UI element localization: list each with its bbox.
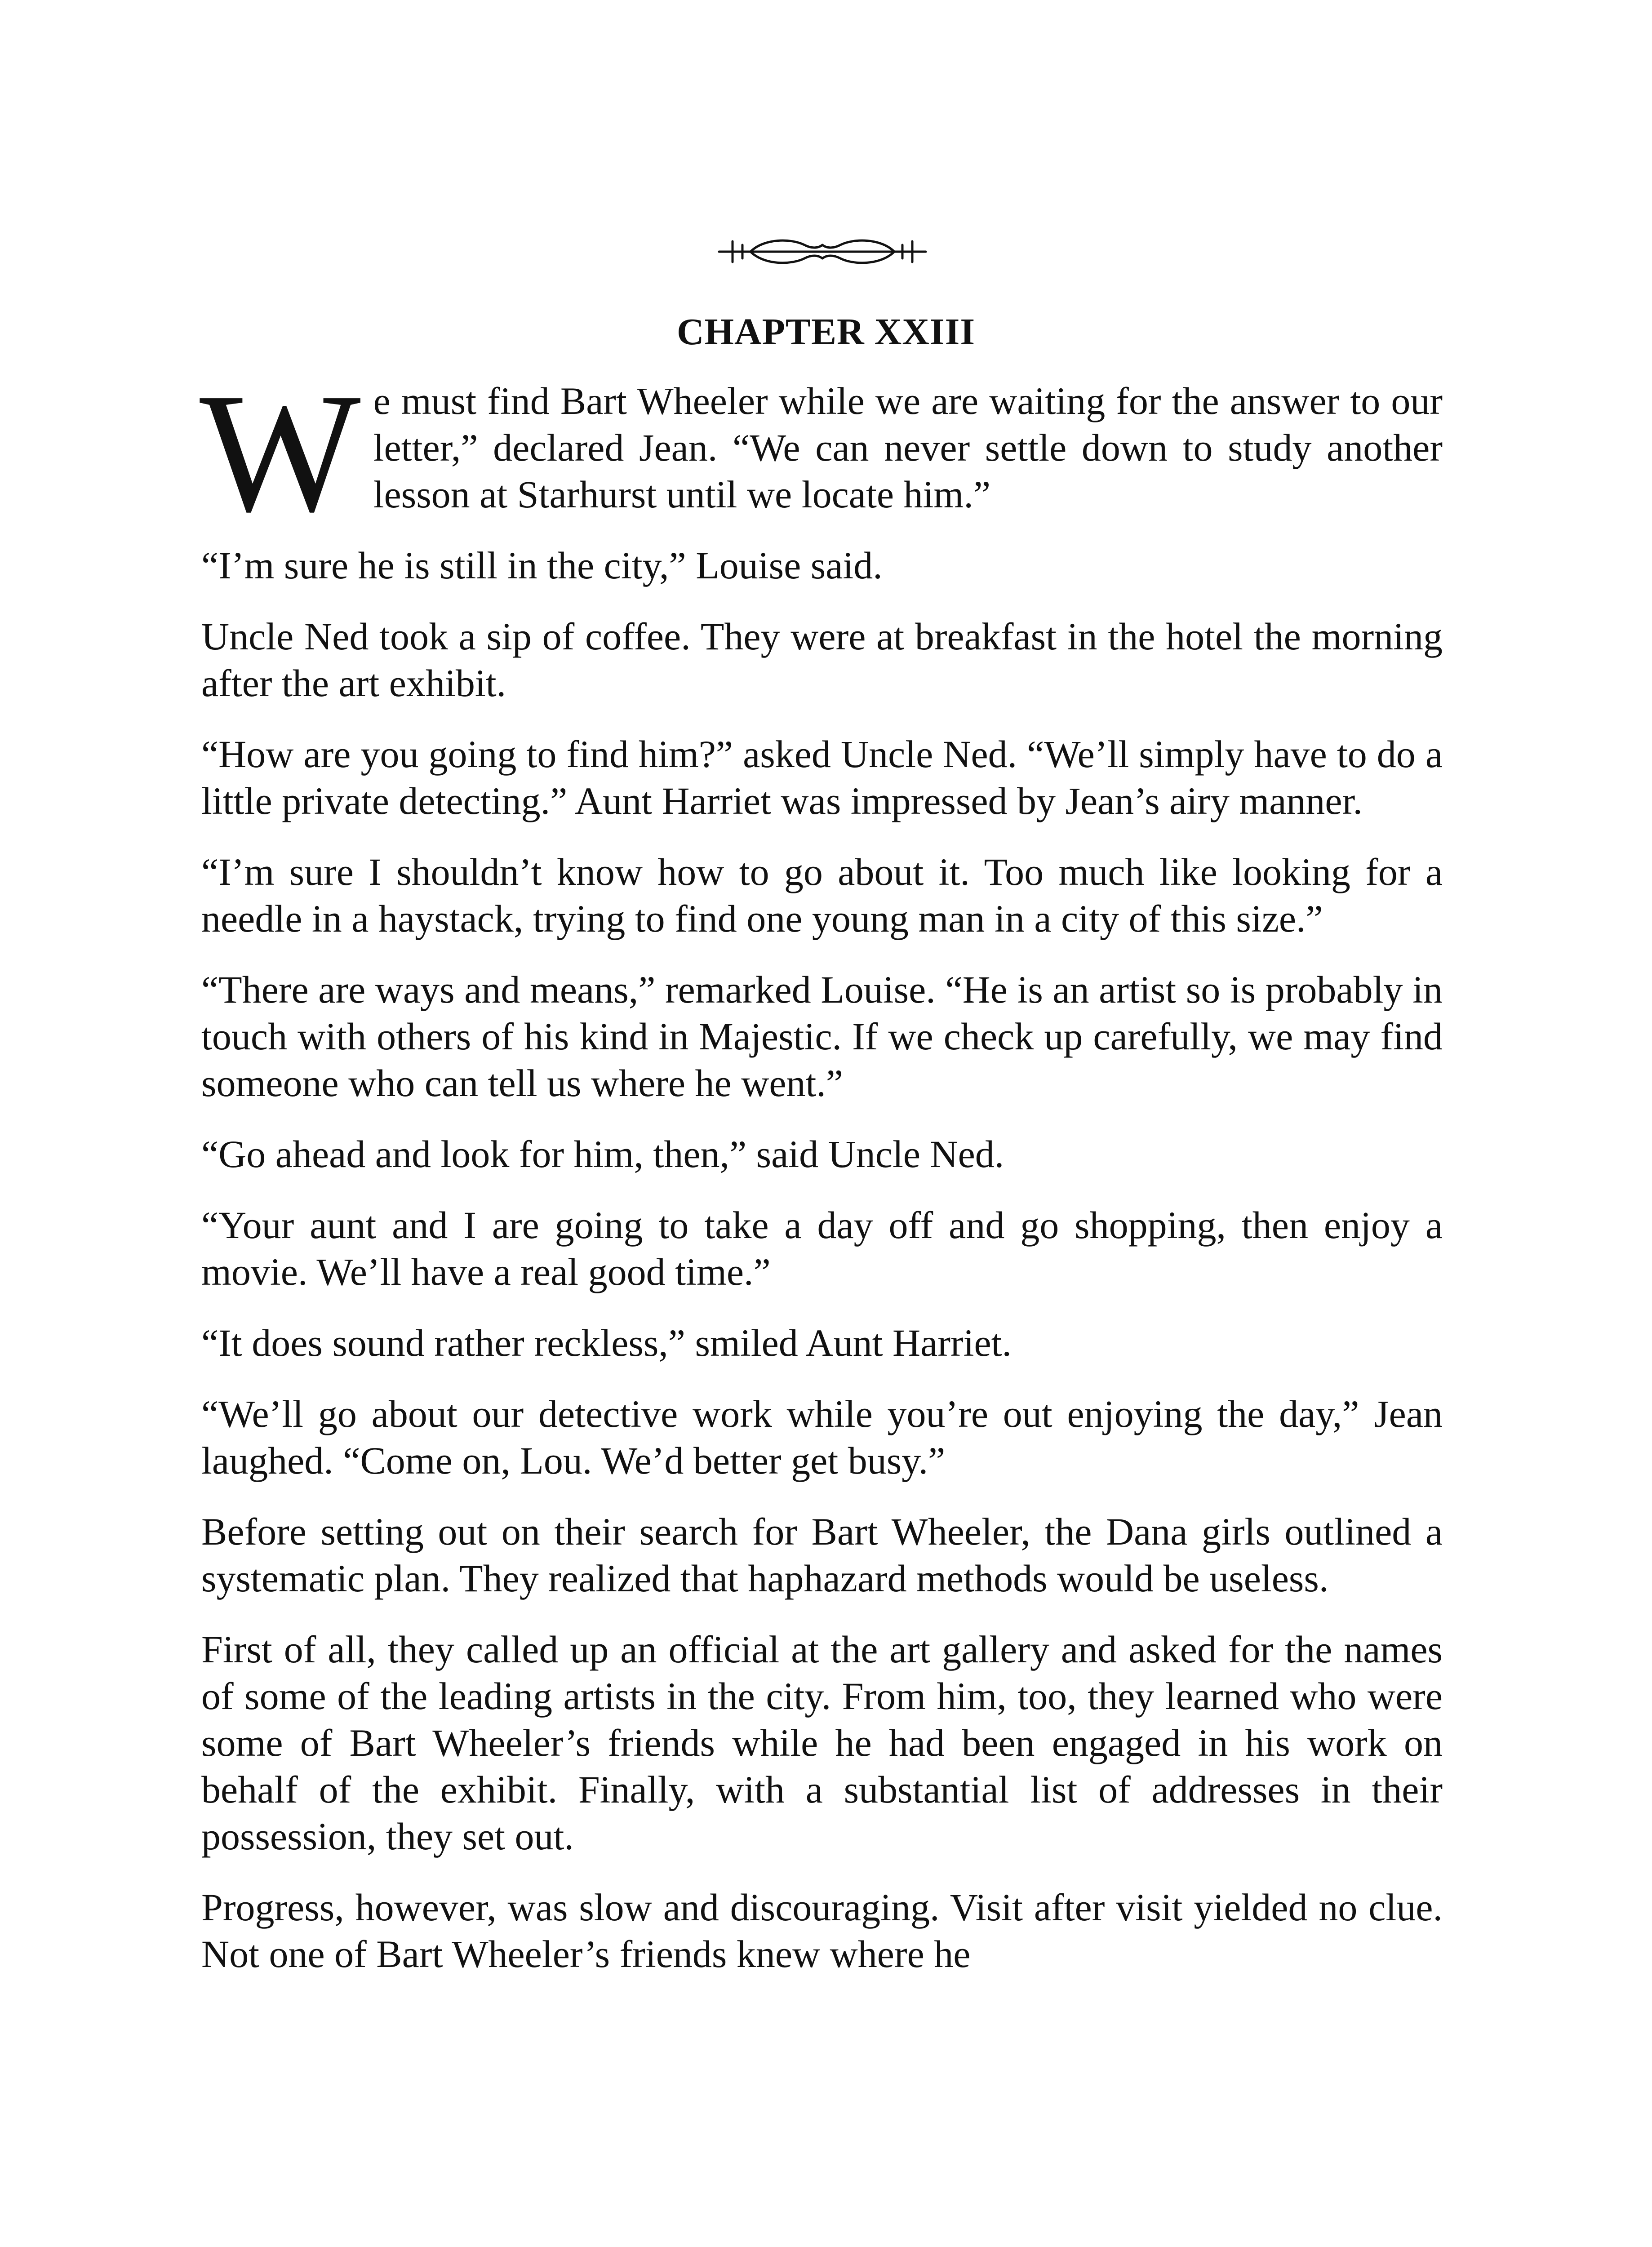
chapter-ornament-icon	[715, 231, 930, 272]
paragraph: “There are ways and means,” remarked Louise. “He is an artist so is probably in touch with others of his kind in Majestic. If we check up carefully, we may find someone who can tell us where he went.”	[201, 968, 1443, 1105]
chapter-body	[200, 358, 1443, 2002]
paragraph: Progress, however, was slow and discouraging. Visit after visit yielded no clue. Not one of Bart Wheeler’s friends knew where he	[201, 1886, 1443, 1976]
paragraph: “I’m sure I shouldn’t know how to go about it. Too much like looking for a needle in a haystack, trying to find one young man in a city of this size.”	[201, 850, 1443, 940]
drop-cap: W	[200, 358, 361, 547]
chapter-title: CHAPTER XXIII	[676, 311, 976, 353]
paragraph: “We’ll go about our detective work while you’re out enjoying the day,” Jean laughed. “Come on, Lou. We’d better get busy.”	[201, 1392, 1443, 1482]
paragraph: Uncle Ned took a sip of coffee. They were at breakfast in the hotel the morning after the art exhibit.	[201, 615, 1443, 705]
paragraph: First of all, they called up an official at the art gallery and asked for the names of some of the leading artists in the city. From him, too, they learned who were some of Bart Wheeler’s friends while he had been engaged in his work on behalf of the exhibit. Finally, with a substantial list of addresses in their possession, they set out.	[201, 1628, 1443, 1858]
paragraph: Before setting out on their search for Bart Wheeler, the Dana girls outlined a systematic plan. They realized that haphazard methods would be useless.	[201, 1510, 1443, 1600]
paragraph-text: e must find Bart Wheeler while we are waiting for the answer to our letter,” declared Jean. “We can never settle down to study another lesson at Starhurst until we locate him.”	[373, 379, 1443, 516]
paragraph	[200, 358, 1443, 547]
paragraph: “I’m sure he is still in the city,” Louise said.	[201, 544, 883, 587]
paragraph: “Your aunt and I are going to take a day off and go shopping, then enjoy a movie. We’ll have a real good time.”	[201, 1203, 1443, 1293]
paragraph: “Go ahead and look for him, then,” said Uncle Ned.	[201, 1132, 1004, 1176]
paragraph: “It does sound rather reckless,” smiled Aunt Harriet.	[201, 1321, 1012, 1364]
paragraph: “How are you going to find him?” asked Uncle Ned. “We’ll simply have to do a little private detecting.” Aunt Harriet was impressed by Jean’s airy manner.	[201, 733, 1443, 822]
